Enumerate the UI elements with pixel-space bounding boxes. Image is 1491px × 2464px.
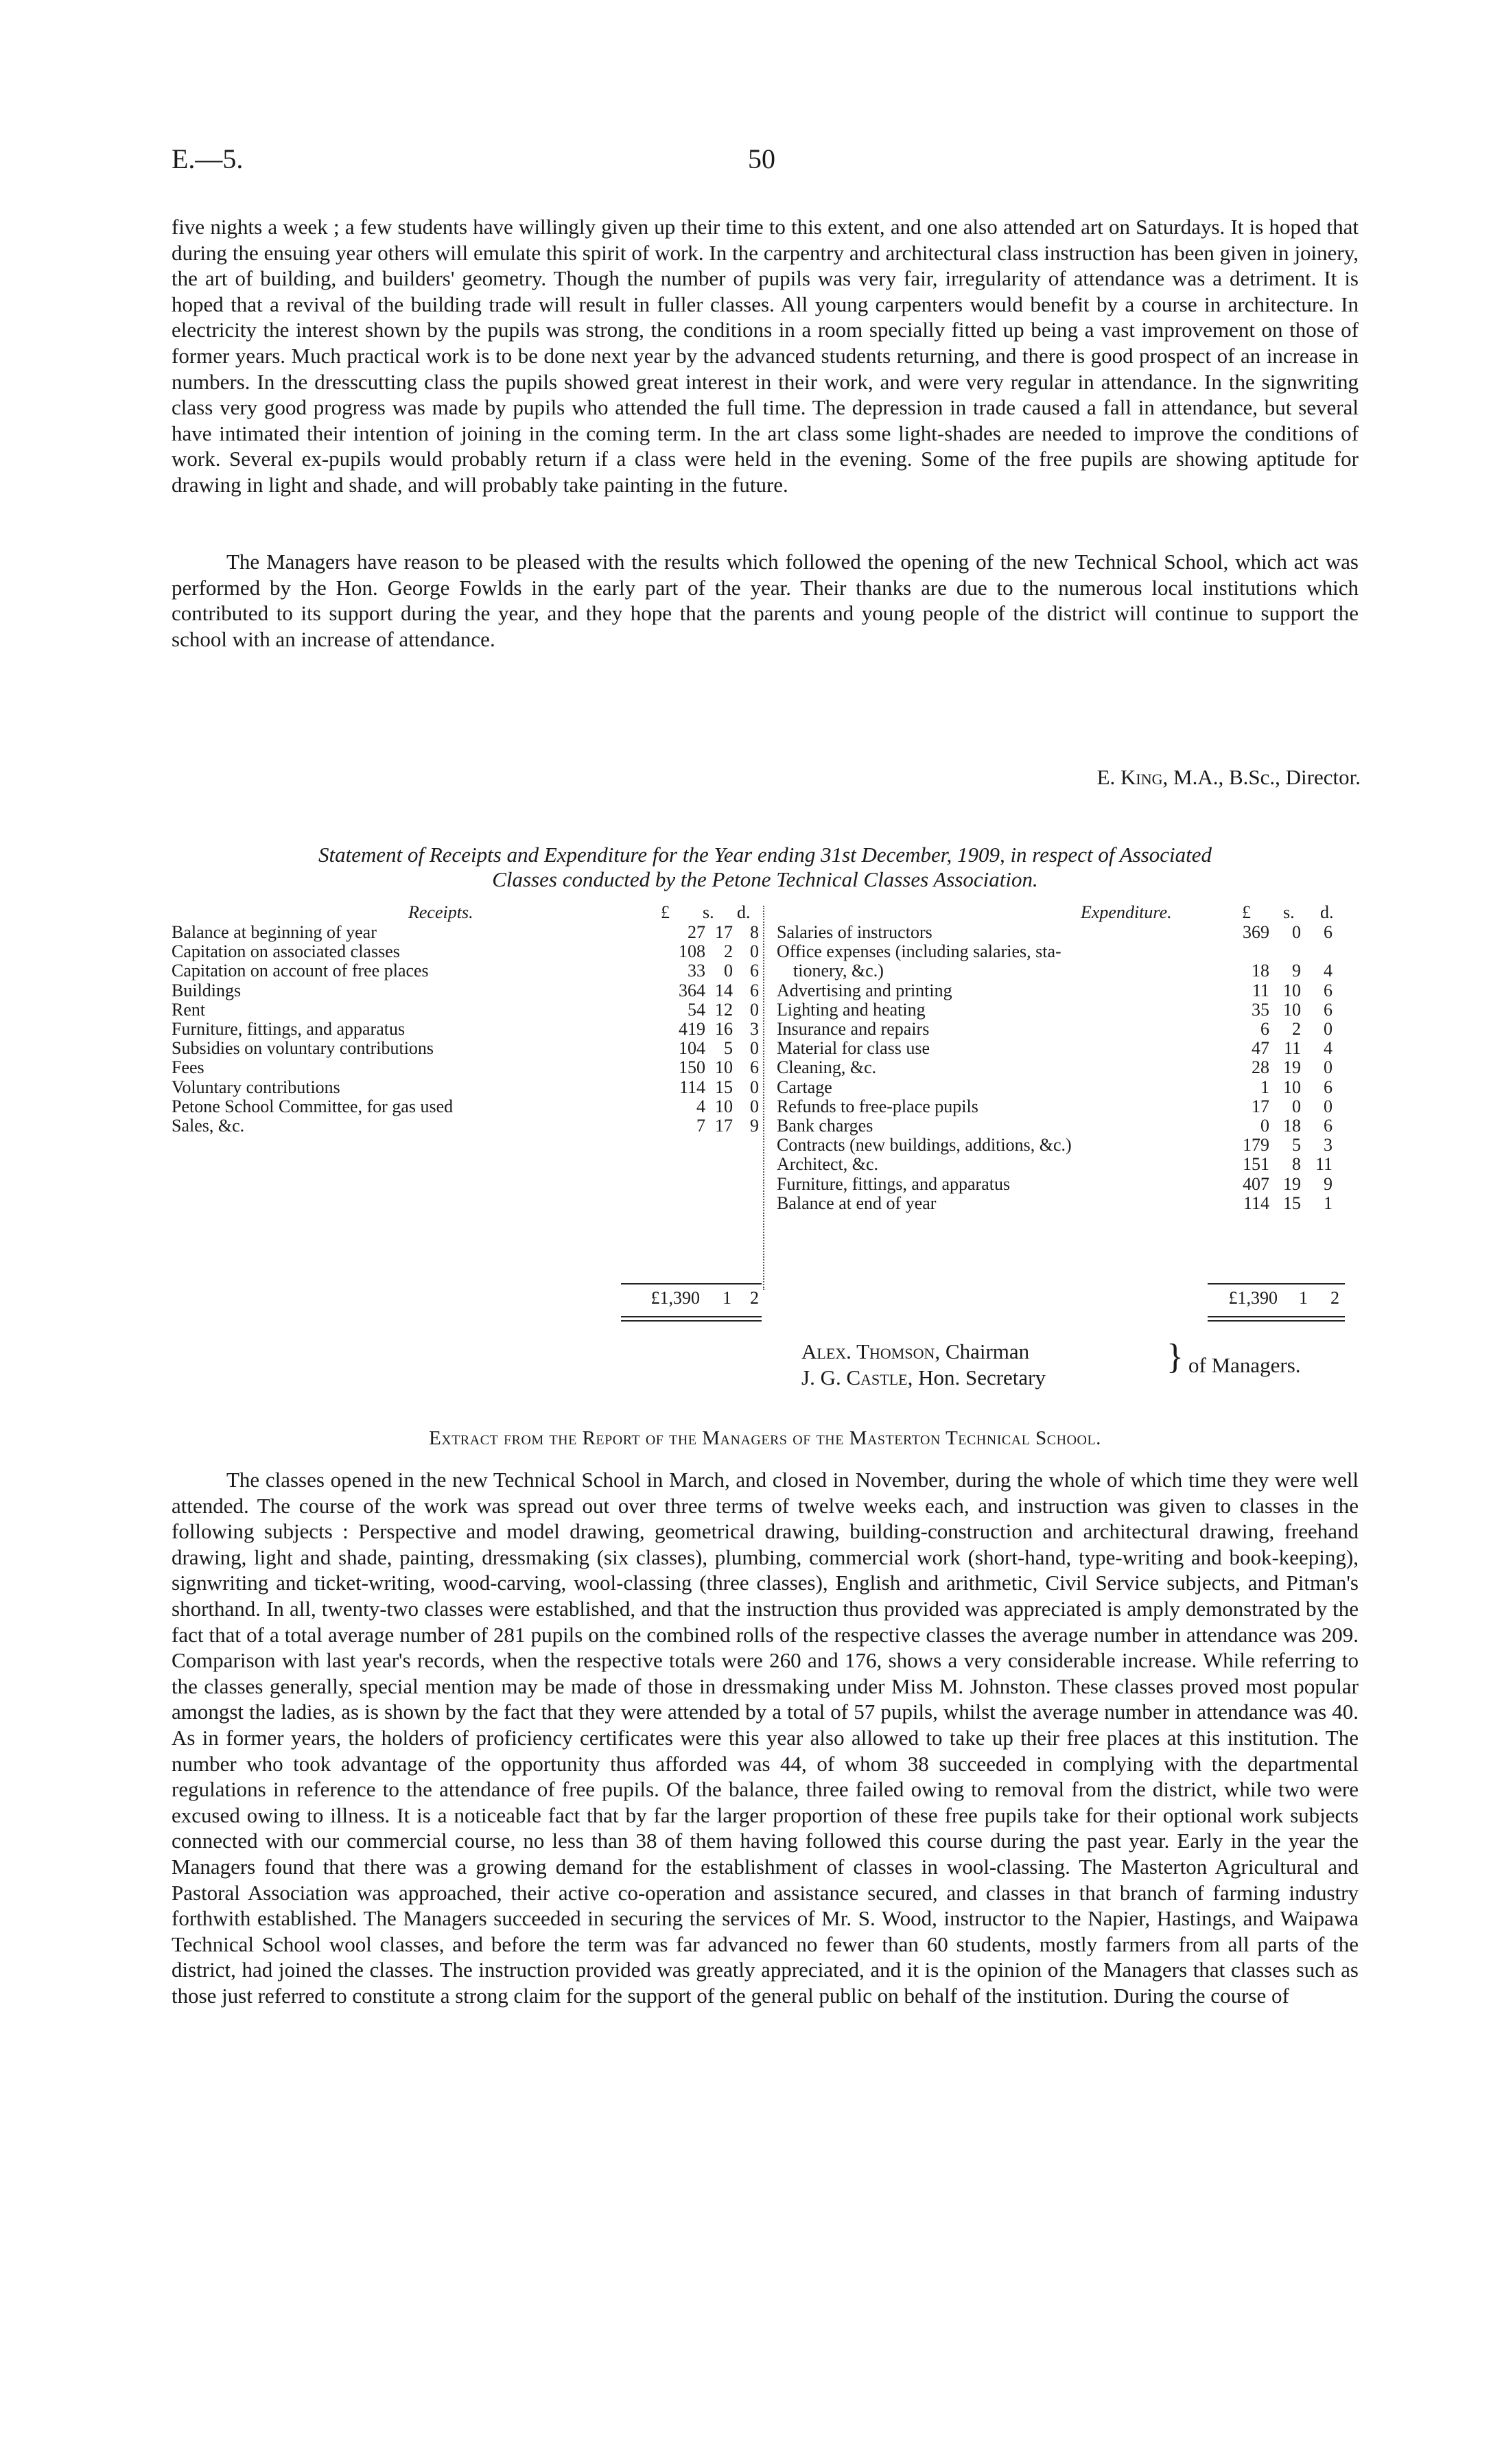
receipt-row-pence: 6 bbox=[750, 1057, 759, 1078]
receipts-total-pence: 2 bbox=[750, 1288, 759, 1308]
receipt-row-shillings: 17 bbox=[715, 922, 733, 942]
expenditure-row-shillings: 5 bbox=[1292, 1135, 1301, 1155]
document-reference: E.—5. bbox=[172, 143, 244, 174]
receipt-row-shillings: 15 bbox=[715, 1077, 733, 1097]
expenditure-row-pence: 0 bbox=[1324, 1096, 1332, 1116]
receipt-row-label: Sales, &c. bbox=[172, 1116, 245, 1136]
receipt-row-pence: 0 bbox=[750, 1038, 759, 1059]
receipt-row bbox=[172, 1039, 762, 1058]
expenditure-row-pence: 0 bbox=[1324, 1057, 1332, 1078]
receipt-row bbox=[172, 981, 762, 1000]
expenditure-row-pence: 6 bbox=[1324, 1116, 1332, 1136]
receipt-row-label: Voluntary contributions bbox=[172, 1077, 340, 1097]
expenditure-row-pounds: 35 bbox=[1252, 999, 1269, 1020]
expenditure-row-label: Refunds to free-place pupils bbox=[777, 1096, 978, 1116]
expenditure-row-pence: 3 bbox=[1324, 1135, 1332, 1155]
expenditure-row-shillings: 11 bbox=[1283, 1038, 1301, 1059]
receipt-row-label: Subsidies on voluntary contributions bbox=[172, 1038, 434, 1059]
director-name: E. King bbox=[1096, 765, 1163, 789]
statement-title-line-1: Statement of Receipts and Expenditure for the Year ending 31st December, 1909, in respect of Associated bbox=[318, 843, 1212, 867]
receipt-row-pounds: 150 bbox=[679, 1057, 705, 1078]
expenditure-row-pence: 11 bbox=[1315, 1154, 1332, 1175]
expenditure-pence-header: d. bbox=[1320, 902, 1334, 922]
expenditure-row-pounds: 369 bbox=[1243, 922, 1269, 942]
expenditure-row bbox=[777, 1194, 1346, 1213]
expenditure-row-pence: 1 bbox=[1324, 1193, 1332, 1213]
page-number: 50 bbox=[748, 143, 775, 174]
expenditure-row-label: Insurance and repairs bbox=[777, 1019, 930, 1039]
expenditure-row-label: tionery, &c.) bbox=[793, 961, 884, 981]
receipts-total-rule-1 bbox=[621, 1316, 762, 1317]
receipt-row bbox=[172, 1116, 762, 1136]
expenditure-total-rule-1 bbox=[1208, 1316, 1345, 1317]
receipt-row-pounds: 108 bbox=[679, 941, 705, 962]
receipt-row bbox=[172, 1058, 762, 1077]
expenditure-row bbox=[777, 1078, 1346, 1097]
receipts-shillings-header: s. bbox=[703, 902, 714, 922]
receipt-row-pence: 0 bbox=[750, 1096, 759, 1116]
expenditure-row bbox=[777, 1058, 1346, 1077]
receipt-row-pounds: 27 bbox=[688, 922, 705, 942]
receipt-row-shillings: 17 bbox=[715, 1116, 733, 1136]
receipt-row-shillings: 2 bbox=[724, 941, 733, 962]
receipts-pence-header: d. bbox=[737, 902, 751, 922]
receipt-row-label: Petone School Committee, for gas used bbox=[172, 1096, 454, 1116]
receipts-total-pounds: £1,390 bbox=[650, 1288, 700, 1308]
expenditure-row bbox=[777, 981, 1346, 1000]
receipts-total-rule-2 bbox=[621, 1320, 762, 1322]
receipt-row-pence: 6 bbox=[750, 980, 759, 1000]
expenditure-row-pounds: 11 bbox=[1252, 980, 1269, 1000]
receipt-row-shillings: 16 bbox=[715, 1019, 733, 1039]
receipt-row-pence: 0 bbox=[750, 999, 759, 1020]
receipt-row-pounds: 54 bbox=[688, 999, 705, 1020]
expenditure-row-pounds: 28 bbox=[1252, 1057, 1269, 1078]
expenditure-total-pence: 2 bbox=[1330, 1288, 1339, 1308]
expenditure-row-label: Office expenses (including salaries, sta- bbox=[777, 941, 1061, 962]
expenditure-row bbox=[777, 1000, 1346, 1020]
secretary-name: J. G. Castle bbox=[801, 1365, 908, 1389]
chairman-role: , Chairman bbox=[935, 1339, 1030, 1363]
expenditure-row-pounds: 17 bbox=[1252, 1096, 1269, 1116]
expenditure-row-label: Contracts (new buildings, additions, &c.) bbox=[777, 1135, 1072, 1155]
receipt-row-pounds: 4 bbox=[696, 1096, 705, 1116]
expenditure-row-label: Furniture, fittings, and apparatus bbox=[777, 1173, 1011, 1194]
expenditure-row bbox=[777, 923, 1346, 942]
receipt-row bbox=[172, 1097, 762, 1116]
receipt-row-pounds: 114 bbox=[679, 1077, 705, 1097]
expenditure-row-shillings: 10 bbox=[1283, 999, 1301, 1020]
expenditure-row-pounds: 47 bbox=[1252, 1038, 1269, 1059]
receipt-row-label: Buildings bbox=[172, 980, 242, 1000]
expenditure-row-shillings: 9 bbox=[1292, 961, 1301, 981]
expenditure-row-label: Salaries of instructors bbox=[777, 922, 932, 942]
paragraph-masterton-report: The classes opened in the new Technical School in March, and closed in November, during the whole of which time they were well attended. The course of the work was spread out over three terms of twelve weeks each, and instruction was given to classes in the following subjects : Perspective and model drawing, geometrical drawing, building-construction and architectural drawing, freehand drawing, light and shade, painting, dressmaking (six classes), plumbing, commercial work (short-hand, type-writing and book-keeping), signwriting and ticket-writing, wood-carving, wool-classing (three classes), English and arithmetic, Civil Service subjects, and Pitman's shorthand. In all, twenty-two classes were established, and that the instruction thus provided was appreciated is amply demonstrated by the fact that of a total average number of 281 pupils on the combined rolls of the respective classes the average number in attendance was 209. Comparison with last year's records, when the respective totals were 260 and 176, shows a very considerable increase. While referring to the classes generally, special mention may be made of those in dressmaking under Miss M. Johnston. These classes proved most popular amongst the ladies, as is shown by the fact that they were attended by a total of 57 pupils, whilst the average number in attendance was 40. As in former years, the holders of proficiency certificates were this year also allowed to take up their free places at this institution. The number who took advantage of the opportunity thus afforded was 44, of whom 38 succeeded in complying with the departmental regulations in reference to the attendance of free pupils. Of the balance, three failed owing to removal from the district, while two were excused owing to illness. It is a noticeable fact that by far the larger proportion of these free pupils take for their optional work subjects connected with our commercial course, no less than 38 of them having followed this course during the past year. Early in the year the Managers found that there was a growing demand for the establishment of classes in wool-classing. The Masterton Agricultural and Pastoral Association was approached, their active co-operation and assistance secured, and classes in that branch of farming industry forthwith established. The Managers succeeded in securing the services of Mr. S. Wood, instructor to the Napier, Hastings, and Waipawa Technical School wool classes, and before the term was far advanced no fewer than 60 students, mostly farmers from all parts of the district, had joined the classes. The instruction provided was greatly appreciated, and it is the opinion of the Managers that classes such as those just referred to constitute a strong claim for the support of the general public on behalf of the institution. During the course of bbox=[172, 1468, 1359, 2008]
receipt-row bbox=[172, 961, 762, 981]
expenditure-row bbox=[777, 942, 1346, 961]
expenditure-row-label: Architect, &c. bbox=[777, 1154, 878, 1175]
expenditure-row-label: Cartage bbox=[777, 1077, 832, 1097]
expenditure-row-label: Cleaning, &c. bbox=[777, 1057, 877, 1078]
expenditure-row bbox=[777, 961, 1346, 981]
director-signature bbox=[1097, 765, 1361, 790]
expenditure-row-pence: 0 bbox=[1324, 1019, 1332, 1039]
receipt-row-shillings: 0 bbox=[724, 961, 733, 981]
receipt-row-label: Furniture, fittings, and apparatus bbox=[172, 1019, 406, 1039]
expenditure-row-pounds: 114 bbox=[1243, 1193, 1269, 1213]
statement-title bbox=[172, 843, 1359, 892]
expenditure-row bbox=[777, 1020, 1346, 1039]
expenditure-row-label: Material for class use bbox=[777, 1038, 930, 1059]
expenditure-row-pounds: 151 bbox=[1243, 1154, 1269, 1175]
expenditure-row bbox=[777, 1116, 1346, 1136]
expenditure-row-shillings: 19 bbox=[1283, 1173, 1301, 1194]
expenditure-row-shillings: 0 bbox=[1292, 922, 1301, 942]
expenditure-row-pence: 4 bbox=[1324, 961, 1332, 981]
receipt-row-pence: 0 bbox=[750, 941, 759, 962]
receipt-row-shillings: 12 bbox=[715, 999, 733, 1020]
totals-row bbox=[0, 1289, 1491, 1308]
expenditure-row-shillings: 15 bbox=[1283, 1193, 1301, 1213]
receipts-heading: Receipts. bbox=[408, 902, 473, 922]
receipt-row-label: Balance at beginning of year bbox=[172, 922, 377, 942]
receipt-row-pence: 0 bbox=[750, 1077, 759, 1097]
expenditure-row-pence: 4 bbox=[1324, 1038, 1332, 1059]
expenditure-row-pounds: 179 bbox=[1243, 1135, 1269, 1155]
receipt-row bbox=[172, 1078, 762, 1097]
of-managers-label: of Managers. bbox=[1188, 1353, 1301, 1377]
expenditure-row bbox=[777, 1097, 1346, 1116]
receipt-row bbox=[172, 942, 762, 961]
receipt-row-pence: 6 bbox=[750, 961, 759, 981]
receipt-row-pounds: 364 bbox=[679, 980, 705, 1000]
receipt-row bbox=[172, 1020, 762, 1039]
expenditure-row-label: Balance at end of year bbox=[777, 1193, 937, 1213]
expenditure-total-pounds: £1,390 bbox=[1228, 1288, 1278, 1308]
expenditure-row-pence: 9 bbox=[1324, 1173, 1332, 1194]
receipt-row-label: Capitation on account of free places bbox=[172, 961, 429, 981]
receipt-row-pounds: 7 bbox=[696, 1116, 705, 1136]
receipts-subtotal-rule bbox=[621, 1283, 762, 1284]
receipts-pounds-header: £ bbox=[661, 902, 670, 922]
expenditure-row-shillings: 10 bbox=[1283, 1077, 1301, 1097]
receipt-row-shillings: 10 bbox=[715, 1057, 733, 1078]
receipt-row-pounds: 33 bbox=[688, 961, 705, 981]
receipt-row-pounds: 419 bbox=[679, 1019, 705, 1039]
expenditure-row bbox=[777, 1175, 1346, 1194]
expenditure-row-pounds: 18 bbox=[1252, 961, 1269, 981]
expenditure-row-pounds: 1 bbox=[1260, 1077, 1269, 1097]
expenditure-row-pence: 6 bbox=[1324, 999, 1332, 1020]
expenditure-row-shillings: 19 bbox=[1283, 1057, 1301, 1078]
expenditure-total-shillings: 1 bbox=[1299, 1288, 1308, 1308]
expenditure-row-pence: 6 bbox=[1324, 922, 1332, 942]
receipt-row-label: Capitation on associated classes bbox=[172, 941, 400, 962]
expenditure-row-shillings: 8 bbox=[1292, 1154, 1301, 1175]
expenditure-row-label: Bank charges bbox=[777, 1116, 873, 1136]
expenditure-row bbox=[777, 1039, 1346, 1058]
masterton-report-heading: Extract from the Report of the Managers of the Masterton Technical School. bbox=[429, 1427, 1101, 1449]
expenditure-row-pence: 6 bbox=[1324, 980, 1332, 1000]
secretary-line bbox=[801, 1365, 1046, 1390]
expenditure-row-pounds: 407 bbox=[1243, 1173, 1269, 1194]
paragraph-managers-thanks: The Managers have reason to be pleased with the results which followed the opening of the new Technical School, which act was performed by the Hon. George Fowlds in the early part of the year. Their thanks are due to the numerous local institutions which contributed to its support during the year, and they hope that the parents and young people of the district will continue to support the school with an increase of attendance. bbox=[172, 550, 1359, 651]
receipt-row-label: Fees bbox=[172, 1057, 204, 1078]
expenditure-row-shillings: 0 bbox=[1292, 1096, 1301, 1116]
expenditure-row-shillings: 10 bbox=[1283, 980, 1301, 1000]
table-divider bbox=[763, 906, 764, 1290]
managers-brace: } bbox=[1166, 1337, 1184, 1376]
paragraph-petone-classes: five nights a week ; a few students have willingly given up their time to this extent, and one also attended art on Saturdays. It is hoped that during the ensuing year others will emulate this spirit of work. In the carpentry and architectural class instruction has been given in joinery, the art of building, and builders' geometry. Though the number of pupils was very fair, irregularity of attendance was a detriment. It is hoped that a revival of the building trade will result in fuller classes. All young carpenters would benefit by a course in architecture. In electricity the interest shown by the pupils was strong, the conditions in a room specially fitted up being a vast improvement on those of former years. Much practical work is to be done next year by the advanced students returning, and there is good prospect of an increase in numbers. In the dresscutting class the pupils showed great interest in their work, and were very regular in attendance. In the signwriting class very good progress was made by pupils who attended the full time. The depression in trade caused a fall in attendance, but several have intimated their intention of joining in the coming term. In the art class some light-shades are needed to improve the conditions of work. Several ex-pupils would probably return if a class were held in the evening. Some of the free pupils are showing aptitude for drawing in light and shade, and will probably take painting in the future. bbox=[172, 215, 1359, 497]
secretary-role: , Hon. Secretary bbox=[907, 1365, 1046, 1389]
expenditure-heading: Expenditure. bbox=[1081, 902, 1172, 922]
expenditure-row-pence: 6 bbox=[1324, 1077, 1332, 1097]
expenditure-total-rule-2 bbox=[1208, 1320, 1345, 1322]
statement-title-line-2: Classes conducted by the Petone Technical Classes Association. bbox=[492, 867, 1038, 891]
expenditure-row-shillings: 18 bbox=[1283, 1116, 1301, 1136]
expenditure-row-pounds: 6 bbox=[1260, 1019, 1269, 1039]
receipt-row-shillings: 14 bbox=[715, 980, 733, 1000]
director-title: , M.A., B.Sc., Director. bbox=[1162, 765, 1361, 789]
expenditure-subtotal-rule bbox=[1208, 1283, 1345, 1284]
receipt-row-label: Rent bbox=[172, 999, 206, 1020]
expenditure-row-shillings: 2 bbox=[1292, 1019, 1301, 1039]
chairman-line bbox=[801, 1339, 1029, 1364]
expenditure-shillings-header: s. bbox=[1283, 902, 1295, 922]
receipt-row bbox=[172, 1000, 762, 1020]
receipt-row-pounds: 104 bbox=[679, 1038, 705, 1059]
receipt-row bbox=[172, 923, 762, 942]
expenditure-row bbox=[777, 1136, 1346, 1155]
receipt-row-pence: 3 bbox=[750, 1019, 759, 1039]
receipt-row-shillings: 5 bbox=[724, 1038, 733, 1059]
expenditure-row-label: Lighting and heating bbox=[777, 999, 926, 1020]
chairman-name: Alex. Thomson bbox=[801, 1339, 935, 1363]
expenditure-pounds-header: £ bbox=[1242, 902, 1251, 922]
expenditure-row-pounds: 0 bbox=[1260, 1116, 1269, 1136]
expenditure-row-label: Advertising and printing bbox=[777, 980, 952, 1000]
receipt-row-pence: 8 bbox=[750, 922, 759, 942]
expenditure-row bbox=[777, 1155, 1346, 1174]
receipt-row-shillings: 10 bbox=[715, 1096, 733, 1116]
receipt-row-pence: 9 bbox=[750, 1116, 759, 1136]
receipts-total-shillings: 1 bbox=[723, 1288, 731, 1308]
